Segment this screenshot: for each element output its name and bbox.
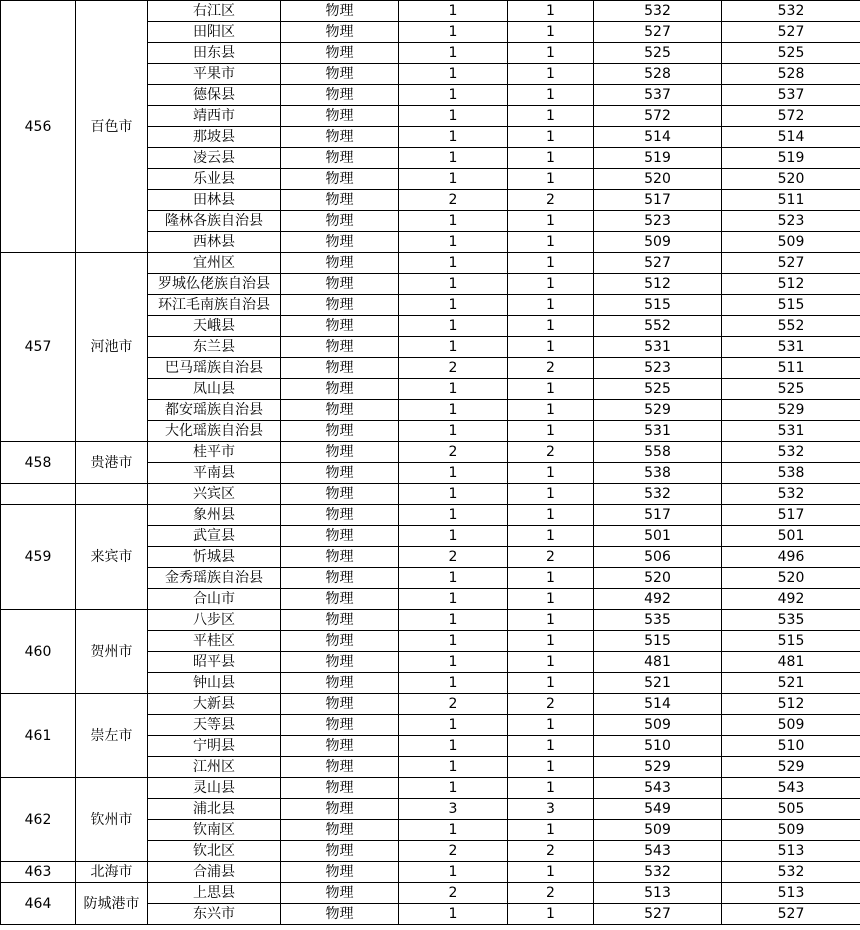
max-score-cell: 515: [594, 631, 722, 652]
max-score-cell: 527: [594, 253, 722, 274]
max-score-cell: 532: [594, 484, 722, 505]
county-cell: 平果市: [148, 64, 281, 85]
min-score-cell: 513: [722, 883, 860, 904]
plan-count-cell: 1: [399, 106, 508, 127]
max-score-cell: 537: [594, 85, 722, 106]
admitted-count-cell: 1: [508, 862, 594, 883]
county-cell: 田林县: [148, 190, 281, 211]
table-row: [1, 1, 860, 22]
plan-count-cell: 1: [399, 820, 508, 841]
max-score-cell: 519: [594, 148, 722, 169]
max-score-cell: 513: [594, 883, 722, 904]
plan-count-cell: 1: [399, 715, 508, 736]
max-score-cell: 525: [594, 43, 722, 64]
max-score-cell: 509: [594, 715, 722, 736]
admitted-count-cell: 1: [508, 85, 594, 106]
plan-count-cell: 1: [399, 484, 508, 505]
min-score-cell: 514: [722, 127, 860, 148]
plan-count-cell: 1: [399, 211, 508, 232]
min-score-cell: 532: [722, 862, 860, 883]
city-cell: 贺州市: [76, 610, 148, 694]
county-cell: 右江区: [148, 1, 281, 22]
plan-count-cell: 1: [399, 43, 508, 64]
county-cell: 灵山县: [148, 778, 281, 799]
max-score-cell: 509: [594, 820, 722, 841]
max-score-cell: 532: [594, 862, 722, 883]
district-code-cell: 459: [1, 505, 76, 610]
subject-cell: 物理: [281, 778, 399, 799]
county-cell: 象州县: [148, 505, 281, 526]
subject-cell: 物理: [281, 127, 399, 148]
min-score-cell: 527: [722, 22, 860, 43]
min-score-cell: 531: [722, 337, 860, 358]
county-cell: 钦南区: [148, 820, 281, 841]
max-score-cell: 514: [594, 127, 722, 148]
admitted-count-cell: 1: [508, 631, 594, 652]
plan-count-cell: 1: [399, 526, 508, 547]
min-score-cell: 523: [722, 211, 860, 232]
min-score-cell: 529: [722, 757, 860, 778]
admitted-count-cell: 1: [508, 505, 594, 526]
plan-count-cell: 1: [399, 568, 508, 589]
table-row: [1, 862, 860, 883]
county-cell: 东兰县: [148, 337, 281, 358]
max-score-cell: 549: [594, 799, 722, 820]
plan-count-cell: 1: [399, 148, 508, 169]
admitted-count-cell: 2: [508, 442, 594, 463]
subject-cell: 物理: [281, 148, 399, 169]
plan-count-cell: 1: [399, 337, 508, 358]
county-cell: 宁明县: [148, 736, 281, 757]
city-cell: 钦州市: [76, 778, 148, 862]
min-score-cell: 552: [722, 316, 860, 337]
min-score-cell: 532: [722, 442, 860, 463]
city-cell: 防城港市: [76, 883, 148, 925]
subject-cell: 物理: [281, 106, 399, 127]
subject-cell: 物理: [281, 883, 399, 904]
plan-count-cell: 1: [399, 673, 508, 694]
admitted-count-cell: 1: [508, 169, 594, 190]
county-cell: 桂平市: [148, 442, 281, 463]
subject-cell: 物理: [281, 421, 399, 442]
plan-count-cell: 1: [399, 127, 508, 148]
subject-cell: 物理: [281, 316, 399, 337]
table-row: [1, 778, 860, 799]
table-row: [1, 442, 860, 463]
min-score-cell: 528: [722, 64, 860, 85]
county-cell: 上思县: [148, 883, 281, 904]
max-score-cell: 525: [594, 379, 722, 400]
subject-cell: 物理: [281, 64, 399, 85]
min-score-cell: 505: [722, 799, 860, 820]
plan-count-cell: 1: [399, 169, 508, 190]
max-score-cell: 543: [594, 841, 722, 862]
min-score-cell: 509: [722, 715, 860, 736]
subject-cell: 物理: [281, 715, 399, 736]
plan-count-cell: 1: [399, 757, 508, 778]
district-code-cell: [1, 484, 76, 505]
subject-cell: 物理: [281, 232, 399, 253]
county-cell: 罗城仫佬族自治县: [148, 274, 281, 295]
county-cell: 大新县: [148, 694, 281, 715]
county-cell: 田东县: [148, 43, 281, 64]
max-score-cell: 523: [594, 358, 722, 379]
county-cell: 金秀瑶族自治县: [148, 568, 281, 589]
max-score-cell: 531: [594, 337, 722, 358]
subject-cell: 物理: [281, 736, 399, 757]
max-score-cell: 509: [594, 232, 722, 253]
max-score-cell: 506: [594, 547, 722, 568]
admitted-count-cell: 1: [508, 715, 594, 736]
min-score-cell: 525: [722, 379, 860, 400]
subject-cell: 物理: [281, 379, 399, 400]
min-score-cell: 519: [722, 148, 860, 169]
subject-cell: 物理: [281, 505, 399, 526]
admitted-count-cell: 1: [508, 337, 594, 358]
min-score-cell: 515: [722, 295, 860, 316]
county-cell: 巴马瑶族自治县: [148, 358, 281, 379]
plan-count-cell: 2: [399, 358, 508, 379]
county-cell: 八步区: [148, 610, 281, 631]
min-score-cell: 531: [722, 421, 860, 442]
admitted-count-cell: 2: [508, 883, 594, 904]
city-cell: 百色市: [76, 1, 148, 253]
county-cell: 凤山县: [148, 379, 281, 400]
county-cell: 平南县: [148, 463, 281, 484]
min-score-cell: 509: [722, 232, 860, 253]
district-code-cell: 464: [1, 883, 76, 925]
subject-cell: 物理: [281, 484, 399, 505]
min-score-cell: 572: [722, 106, 860, 127]
min-score-cell: 527: [722, 253, 860, 274]
admitted-count-cell: 1: [508, 106, 594, 127]
county-cell: 武宣县: [148, 526, 281, 547]
admitted-count-cell: 1: [508, 379, 594, 400]
plan-count-cell: 1: [399, 253, 508, 274]
min-score-cell: 481: [722, 652, 860, 673]
max-score-cell: 520: [594, 568, 722, 589]
admitted-count-cell: 1: [508, 736, 594, 757]
subject-cell: 物理: [281, 757, 399, 778]
plan-count-cell: 1: [399, 904, 508, 925]
district-code-cell: 460: [1, 610, 76, 694]
min-score-cell: 511: [722, 358, 860, 379]
admitted-count-cell: 1: [508, 22, 594, 43]
plan-count-cell: 2: [399, 190, 508, 211]
county-cell: 钟山县: [148, 673, 281, 694]
min-score-cell: 535: [722, 610, 860, 631]
subject-cell: 物理: [281, 190, 399, 211]
county-cell: 靖西市: [148, 106, 281, 127]
county-cell: 钦北区: [148, 841, 281, 862]
max-score-cell: 558: [594, 442, 722, 463]
city-cell: 来宾市: [76, 505, 148, 610]
county-cell: 天峨县: [148, 316, 281, 337]
min-score-cell: 527: [722, 904, 860, 925]
max-score-cell: 517: [594, 505, 722, 526]
plan-count-cell: 1: [399, 400, 508, 421]
max-score-cell: 481: [594, 652, 722, 673]
district-code-cell: 458: [1, 442, 76, 484]
admitted-count-cell: 1: [508, 610, 594, 631]
min-score-cell: 515: [722, 631, 860, 652]
county-cell: 忻城县: [148, 547, 281, 568]
plan-count-cell: 1: [399, 1, 508, 22]
plan-count-cell: 1: [399, 379, 508, 400]
max-score-cell: 552: [594, 316, 722, 337]
min-score-cell: 511: [722, 190, 860, 211]
max-score-cell: 538: [594, 463, 722, 484]
min-score-cell: 537: [722, 85, 860, 106]
subject-cell: 物理: [281, 337, 399, 358]
min-score-cell: 512: [722, 694, 860, 715]
table-row: [1, 484, 860, 505]
admitted-count-cell: 1: [508, 589, 594, 610]
min-score-cell: 517: [722, 505, 860, 526]
table-row: [1, 253, 860, 274]
admitted-count-cell: 1: [508, 778, 594, 799]
max-score-cell: 528: [594, 64, 722, 85]
subject-cell: 物理: [281, 463, 399, 484]
county-cell: 隆林各族自治县: [148, 211, 281, 232]
plan-count-cell: 1: [399, 589, 508, 610]
min-score-cell: 521: [722, 673, 860, 694]
county-cell: 东兴市: [148, 904, 281, 925]
min-score-cell: 538: [722, 463, 860, 484]
max-score-cell: 535: [594, 610, 722, 631]
city-cell: 河池市: [76, 253, 148, 442]
admitted-count-cell: 1: [508, 463, 594, 484]
county-cell: 乐业县: [148, 169, 281, 190]
plan-count-cell: 1: [399, 421, 508, 442]
subject-cell: 物理: [281, 442, 399, 463]
max-score-cell: 492: [594, 589, 722, 610]
county-cell: 德保县: [148, 85, 281, 106]
max-score-cell: 512: [594, 274, 722, 295]
county-cell: 西林县: [148, 232, 281, 253]
county-cell: 大化瑶族自治县: [148, 421, 281, 442]
plan-count-cell: 1: [399, 463, 508, 484]
admitted-count-cell: 1: [508, 295, 594, 316]
county-cell: 浦北县: [148, 799, 281, 820]
subject-cell: 物理: [281, 22, 399, 43]
min-score-cell: 532: [722, 1, 860, 22]
table-body: [1, 1, 860, 925]
max-score-cell: 523: [594, 211, 722, 232]
min-score-cell: 496: [722, 547, 860, 568]
admitted-count-cell: 1: [508, 673, 594, 694]
county-cell: 环江毛南族自治县: [148, 295, 281, 316]
subject-cell: 物理: [281, 673, 399, 694]
subject-cell: 物理: [281, 43, 399, 64]
subject-cell: 物理: [281, 1, 399, 22]
subject-cell: 物理: [281, 358, 399, 379]
plan-count-cell: 3: [399, 799, 508, 820]
admitted-count-cell: 1: [508, 148, 594, 169]
admitted-count-cell: 2: [508, 190, 594, 211]
district-code-cell: 462: [1, 778, 76, 862]
plan-count-cell: 2: [399, 694, 508, 715]
city-cell: 崇左市: [76, 694, 148, 778]
plan-count-cell: 1: [399, 274, 508, 295]
plan-count-cell: 1: [399, 85, 508, 106]
subject-cell: 物理: [281, 652, 399, 673]
subject-cell: 物理: [281, 85, 399, 106]
admitted-count-cell: 1: [508, 232, 594, 253]
max-score-cell: 529: [594, 400, 722, 421]
admitted-count-cell: 1: [508, 652, 594, 673]
max-score-cell: 529: [594, 757, 722, 778]
county-cell: 昭平县: [148, 652, 281, 673]
admitted-count-cell: 1: [508, 274, 594, 295]
plan-count-cell: 1: [399, 736, 508, 757]
min-score-cell: 532: [722, 484, 860, 505]
max-score-cell: 543: [594, 778, 722, 799]
county-cell: 平桂区: [148, 631, 281, 652]
county-cell: 田阳区: [148, 22, 281, 43]
county-cell: 凌云县: [148, 148, 281, 169]
admitted-count-cell: 2: [508, 547, 594, 568]
admitted-count-cell: 1: [508, 904, 594, 925]
admitted-count-cell: 1: [508, 127, 594, 148]
admitted-count-cell: 1: [508, 253, 594, 274]
admitted-count-cell: 1: [508, 316, 594, 337]
subject-cell: 物理: [281, 799, 399, 820]
county-cell: 合山市: [148, 589, 281, 610]
subject-cell: 物理: [281, 526, 399, 547]
min-score-cell: 501: [722, 526, 860, 547]
max-score-cell: 521: [594, 673, 722, 694]
max-score-cell: 531: [594, 421, 722, 442]
plan-count-cell: 2: [399, 442, 508, 463]
admitted-count-cell: 1: [508, 820, 594, 841]
plan-count-cell: 2: [399, 841, 508, 862]
subject-cell: 物理: [281, 400, 399, 421]
district-code-cell: 456: [1, 1, 76, 253]
subject-cell: 物理: [281, 547, 399, 568]
max-score-cell: 515: [594, 295, 722, 316]
min-score-cell: 543: [722, 778, 860, 799]
city-cell: 贵港市: [76, 442, 148, 484]
county-cell: 江州区: [148, 757, 281, 778]
min-score-cell: 520: [722, 169, 860, 190]
max-score-cell: 514: [594, 694, 722, 715]
min-score-cell: 529: [722, 400, 860, 421]
plan-count-cell: 2: [399, 547, 508, 568]
district-code-cell: 461: [1, 694, 76, 778]
subject-cell: 物理: [281, 841, 399, 862]
subject-cell: 物理: [281, 610, 399, 631]
admitted-count-cell: 1: [508, 421, 594, 442]
plan-count-cell: 1: [399, 778, 508, 799]
county-cell: 合浦县: [148, 862, 281, 883]
admitted-count-cell: 1: [508, 211, 594, 232]
subject-cell: 物理: [281, 904, 399, 925]
subject-cell: 物理: [281, 820, 399, 841]
subject-cell: 物理: [281, 211, 399, 232]
min-score-cell: 492: [722, 589, 860, 610]
max-score-cell: 527: [594, 904, 722, 925]
max-score-cell: 532: [594, 1, 722, 22]
subject-cell: 物理: [281, 169, 399, 190]
max-score-cell: 510: [594, 736, 722, 757]
admitted-count-cell: 1: [508, 484, 594, 505]
subject-cell: 物理: [281, 631, 399, 652]
admitted-count-cell: 2: [508, 841, 594, 862]
plan-count-cell: 1: [399, 316, 508, 337]
district-code-cell: 463: [1, 862, 76, 883]
max-score-cell: 572: [594, 106, 722, 127]
table-row: [1, 694, 860, 715]
plan-count-cell: 1: [399, 505, 508, 526]
plan-count-cell: 1: [399, 64, 508, 85]
max-score-cell: 520: [594, 169, 722, 190]
plan-count-cell: 1: [399, 652, 508, 673]
min-score-cell: 510: [722, 736, 860, 757]
min-score-cell: 525: [722, 43, 860, 64]
district-code-cell: 457: [1, 253, 76, 442]
county-cell: 那坡县: [148, 127, 281, 148]
table-row: [1, 610, 860, 631]
table-row: [1, 505, 860, 526]
subject-cell: 物理: [281, 253, 399, 274]
plan-count-cell: 1: [399, 22, 508, 43]
plan-count-cell: 1: [399, 610, 508, 631]
admitted-count-cell: 2: [508, 694, 594, 715]
county-cell: 兴宾区: [148, 484, 281, 505]
admitted-count-cell: 3: [508, 799, 594, 820]
county-cell: 都安瑶族自治县: [148, 400, 281, 421]
min-score-cell: 509: [722, 820, 860, 841]
plan-count-cell: 1: [399, 295, 508, 316]
city-cell: [76, 484, 148, 505]
max-score-cell: 501: [594, 526, 722, 547]
admitted-count-cell: 2: [508, 358, 594, 379]
plan-count-cell: 2: [399, 883, 508, 904]
admitted-count-cell: 1: [508, 64, 594, 85]
subject-cell: 物理: [281, 589, 399, 610]
plan-count-cell: 1: [399, 232, 508, 253]
county-cell: 天等县: [148, 715, 281, 736]
admitted-count-cell: 1: [508, 43, 594, 64]
admitted-count-cell: 1: [508, 400, 594, 421]
subject-cell: 物理: [281, 295, 399, 316]
min-score-cell: 512: [722, 274, 860, 295]
plan-count-cell: 1: [399, 631, 508, 652]
admitted-count-cell: 1: [508, 568, 594, 589]
admitted-count-cell: 1: [508, 526, 594, 547]
max-score-cell: 527: [594, 22, 722, 43]
subject-cell: 物理: [281, 274, 399, 295]
min-score-cell: 520: [722, 568, 860, 589]
county-cell: 宜州区: [148, 253, 281, 274]
min-score-cell: 513: [722, 841, 860, 862]
table-row: [1, 883, 860, 904]
plan-count-cell: 1: [399, 862, 508, 883]
subject-cell: 物理: [281, 862, 399, 883]
subject-cell: 物理: [281, 694, 399, 715]
subject-cell: 物理: [281, 568, 399, 589]
admitted-count-cell: 1: [508, 1, 594, 22]
city-cell: 北海市: [76, 862, 148, 883]
max-score-cell: 517: [594, 190, 722, 211]
admitted-count-cell: 1: [508, 757, 594, 778]
